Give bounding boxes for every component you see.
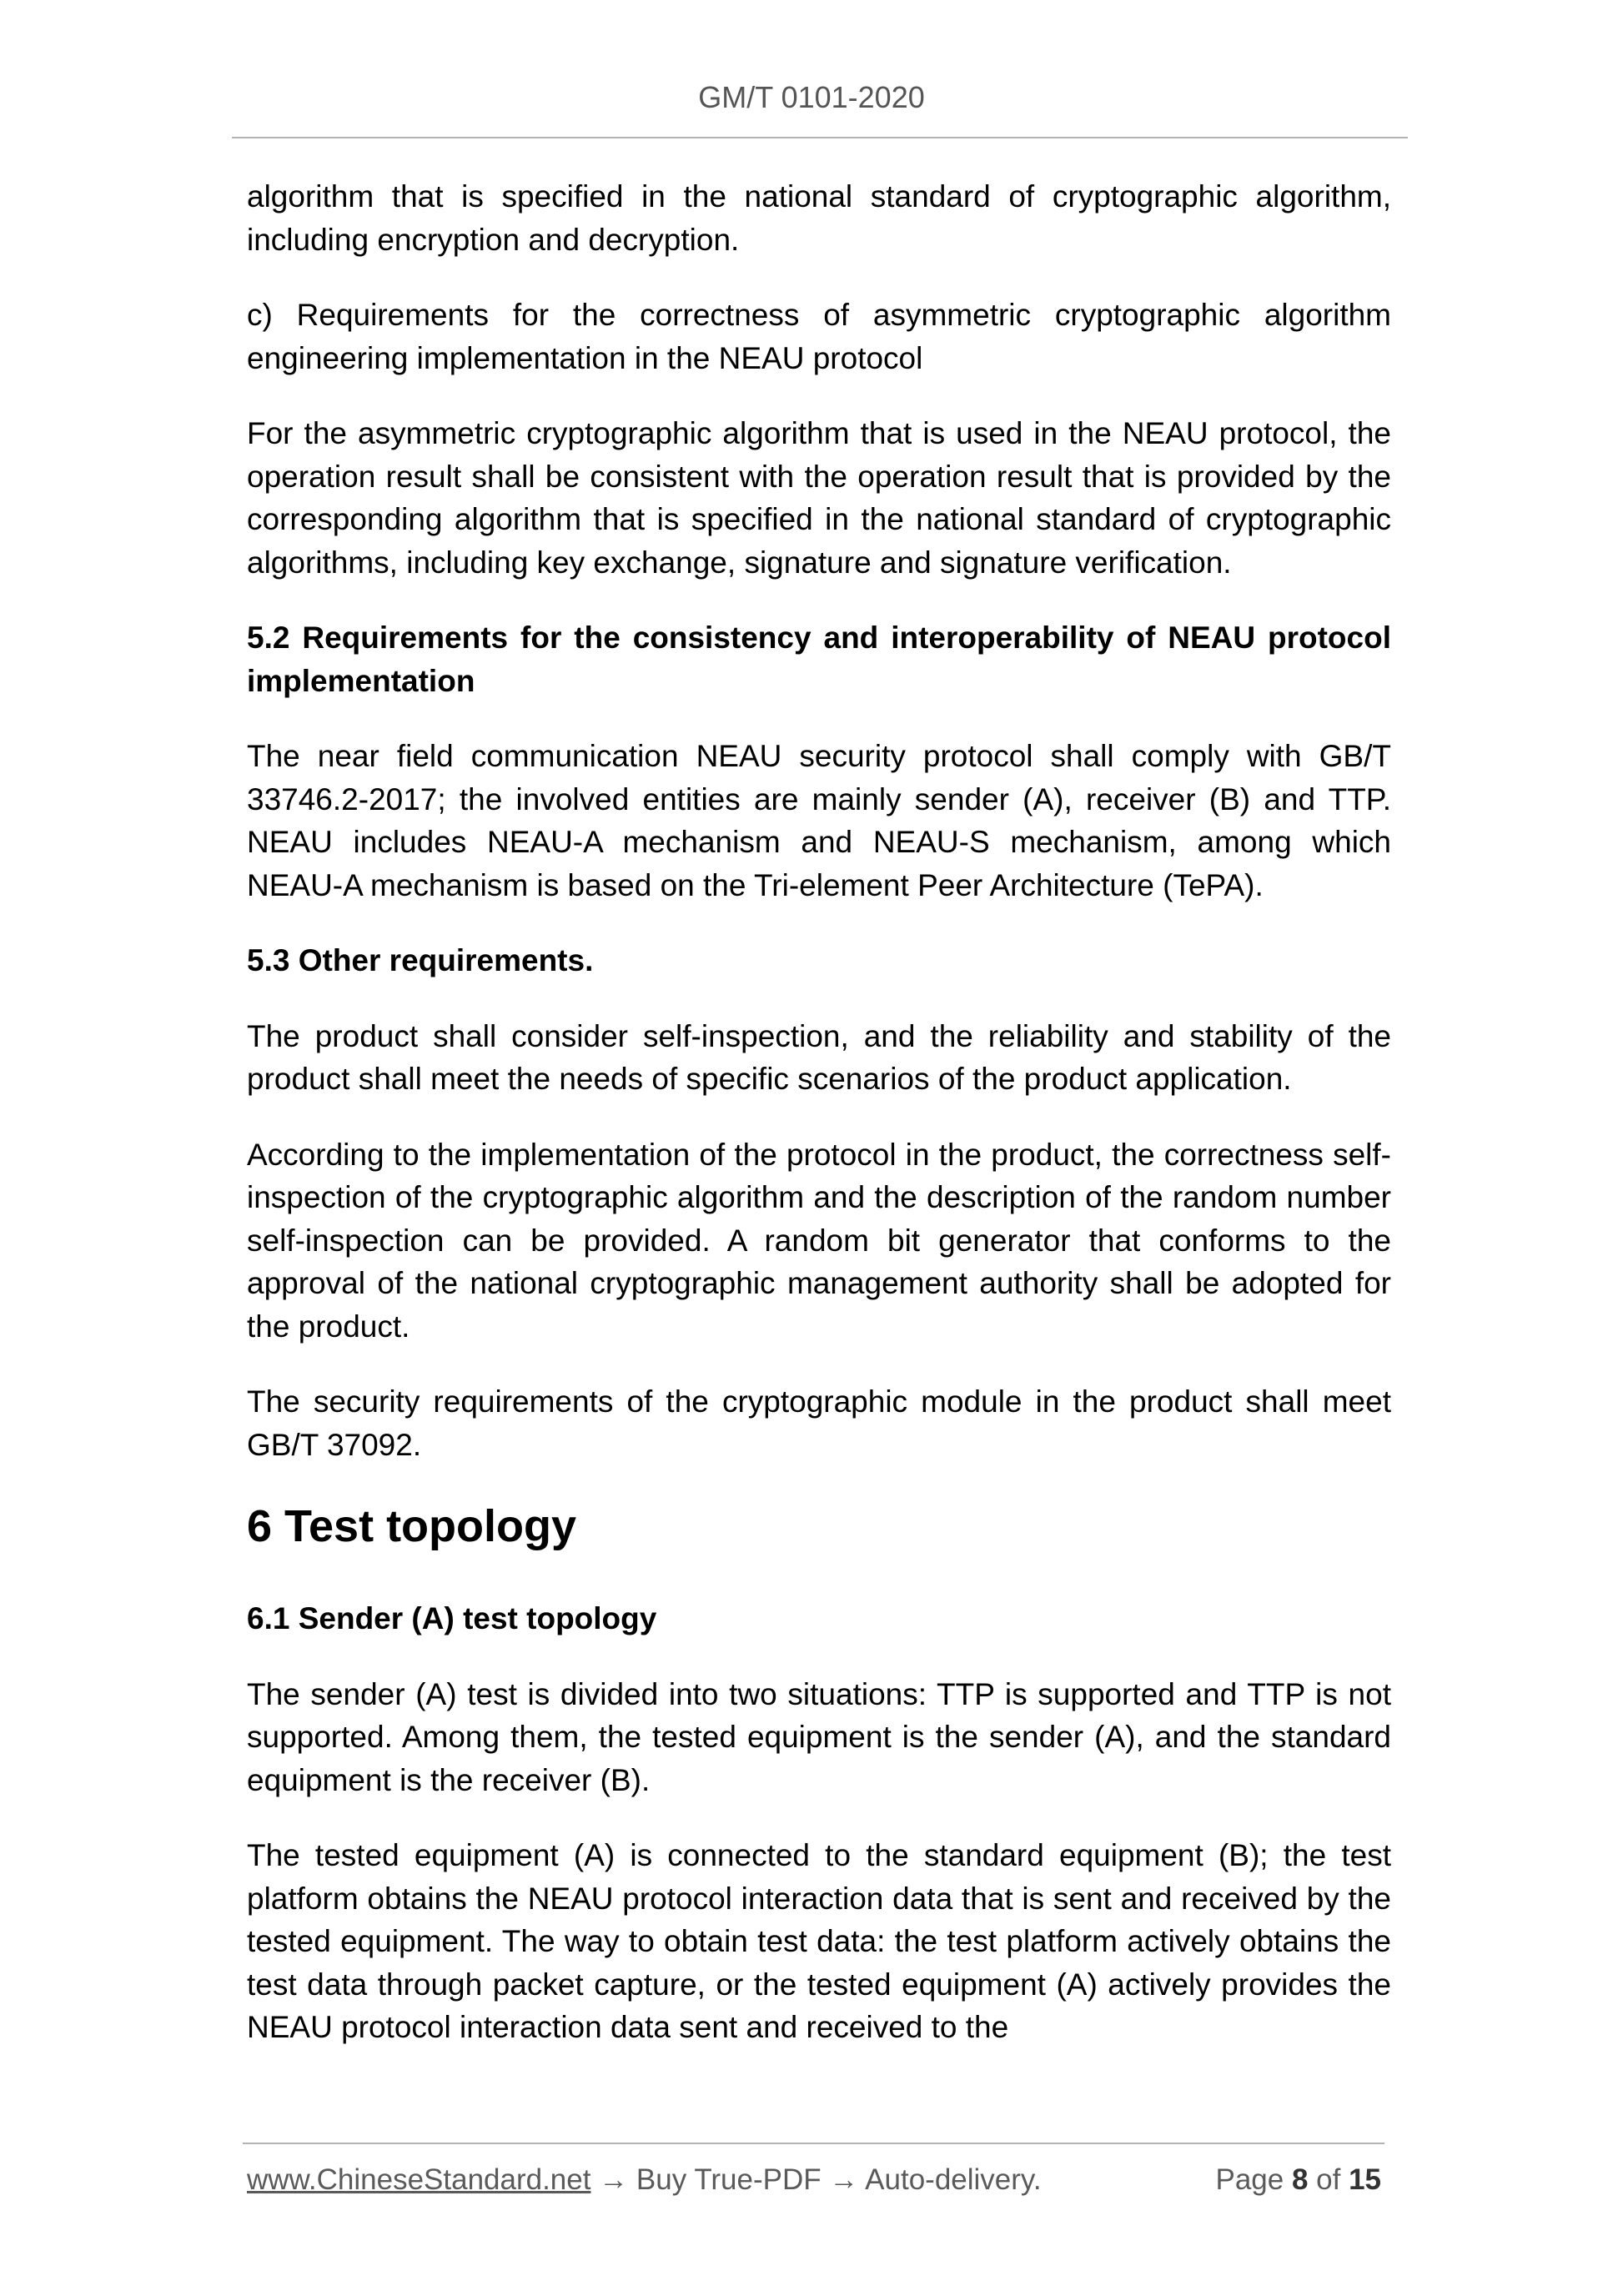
heading-6: 6 Test topology [247,1501,577,1551]
footer-left [247,2162,1042,2198]
page-indicator [1215,2162,1381,2198]
paragraph-random-bit-generator: According to the implementation of the protocol in the product, the correctness self-inspection of the cryptographic algorithm and the description of the random number self-inspection can be provided. A random bit generator that conforms to the approval of the national cryptographic management authority shall be adopted for the product. [247,1137,1391,1344]
paragraph-sender-test: The sender (A) test is divided into two situations: TTP is supported and TTP is not supported. Among them, the tested equipment is the sender (A), and the standard equipment is the receiver (B). [247,1676,1391,1797]
paragraph-neau-protocol: The near field communication NEAU security protocol shall comply with GB/T 33746.2-2017; the involved entities are mainly sender (A), receiver (B) and TTP. NEAU includes NEAU-A mechanism and NEAU-S mechanism, among which NEAU-A mechanism is based on the Tri-element Peer Architecture (TePA). [247,739,1391,902]
heading-5-2: 5.2 Requirements for the consistency and interoperability of NEAU protocol implementation [247,620,1391,698]
paragraph-algorithm-encryption: algorithm that is specified in the national standard of cryptographic algorithm, including encryption and decryption. [247,179,1391,257]
paragraph-self-inspection: The product shall consider self-inspection, and the reliability and stability of the product shall meet the needs of specific scenarios of the product application. [247,1018,1391,1096]
footer-tagline: → Buy True-PDF → Auto-delivery. [590,2163,1042,2196]
paragraph-asymmetric-operation: For the asymmetric cryptographic algorithm that is used in the NEAU protocol, the operation result shall be consistent with the operation result that is provided by the corresponding algorithm that is specified in the national standard of cryptographic algorithms, including key exchange, signature and signature verification. [247,416,1391,580]
page-header-doc-code: GM/T 0101-2020 [698,80,925,114]
paragraph-item-c-asymmetric: c) Requirements for the correctness of asymmetric cryptographic algorithm engineering implementation in the NEAU protocol [247,298,1391,375]
document-body [247,175,1391,2082]
footer-divider [243,2143,1384,2144]
paragraph-cryptographic-module: The security requirements of the cryptographic module in the product shall meet GB/T 37092. [247,1384,1391,1462]
header-divider [232,137,1408,138]
page-number: 8 [1291,2163,1309,2196]
paragraph-tested-equipment: The tested equipment (A) is connected to the standard equipment (B); the test platform obtains the NEAU protocol interaction data that is sent and received by the tested equipment. The way to obtain test data: the test platform actively obtains the test data through packet capture, or the tested equipment (A) actively provides the NEAU protocol interaction data sent and received to the [247,1838,1391,2044]
heading-5-3: 5.3 Other requirements. [247,943,594,977]
page-total: 15 [1349,2163,1381,2196]
page-label: Page [1215,2163,1292,2196]
chinesestandard-link[interactable]: www.ChineseStandard.net [247,2163,591,2196]
heading-6-1: 6.1 Sender (A) test topology [247,1601,657,1635]
of-label: of [1308,2163,1349,2196]
